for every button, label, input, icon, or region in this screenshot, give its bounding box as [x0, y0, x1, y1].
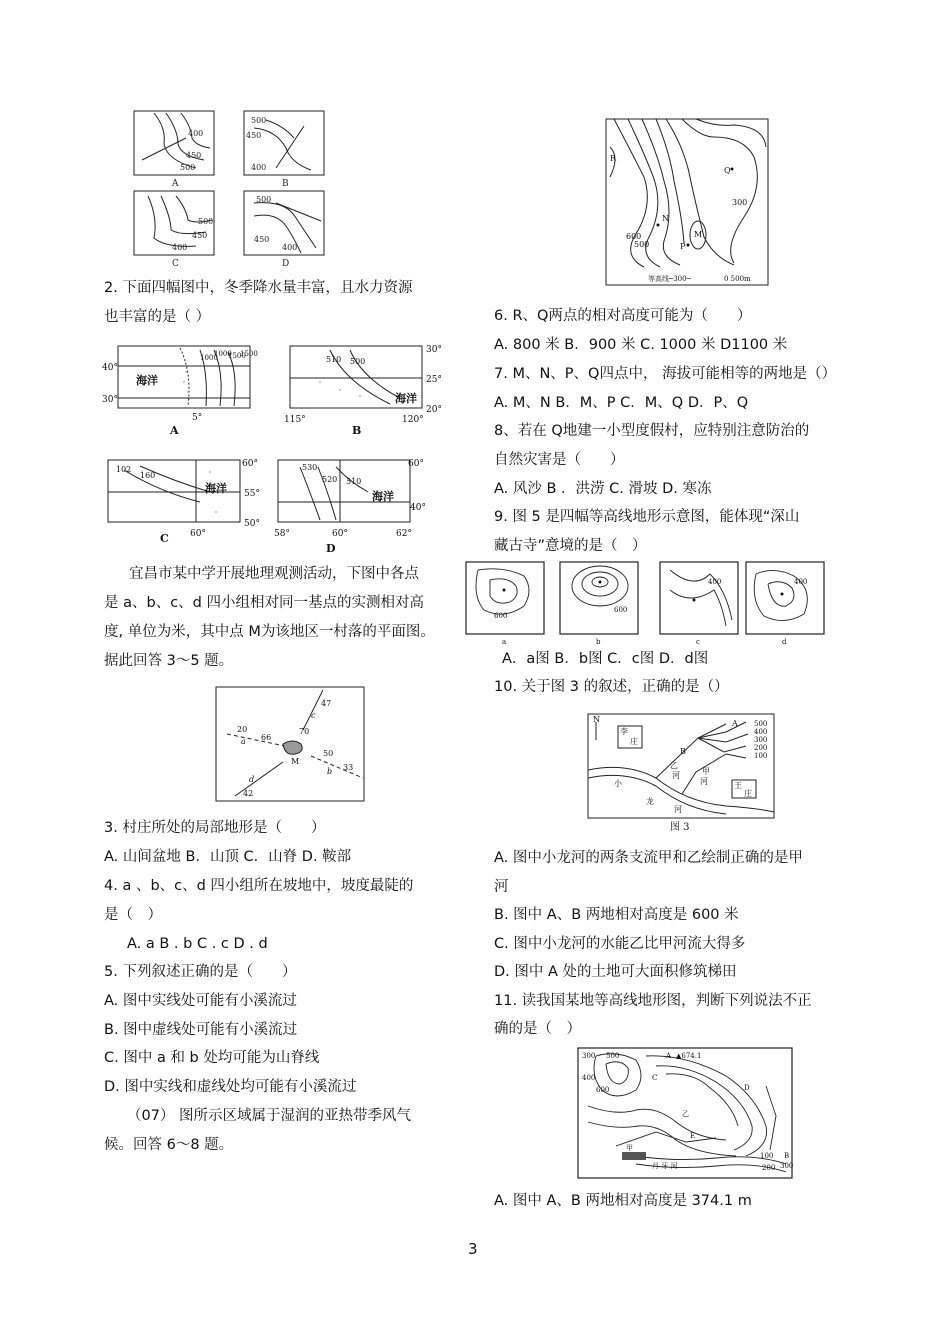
page-number: 3: [468, 1240, 478, 1258]
svg-text:400: 400: [282, 243, 298, 252]
svg-text:600: 600: [494, 612, 508, 620]
svg-text:530: 530: [302, 463, 318, 472]
question-10-option-c: C. 图中小龙河的水能乙比甲河流大得多: [494, 936, 746, 952]
svg-text:400: 400: [708, 578, 722, 586]
svg-text:500: 500: [256, 195, 272, 204]
svg-text:500: 500: [606, 1052, 620, 1060]
svg-text:120°: 120°: [402, 415, 424, 425]
question-5-option-c: C. 图中 a 和 b 处均可能为山脊线: [104, 1050, 320, 1066]
svg-text:0 500m: 0 500m: [724, 275, 751, 283]
svg-text:100: 100: [760, 1152, 774, 1160]
svg-text:400: 400: [188, 129, 204, 138]
intro-3-5-line-3: 度, 单位为米，其中点 M为该地区一村落的平面图。: [104, 624, 435, 640]
question-5-option-b: B. 图中虚线处可能有小溪流过: [104, 1022, 298, 1038]
svg-text:510: 510: [346, 477, 362, 486]
svg-text:300: 300: [780, 1162, 794, 1170]
svg-text:b: b: [596, 638, 601, 646]
svg-text:N: N: [662, 214, 669, 223]
svg-text:甲: 甲: [702, 767, 710, 776]
svg-text:D: D: [326, 542, 336, 555]
svg-text:河: 河: [700, 777, 708, 786]
svg-text:30°: 30°: [102, 395, 118, 405]
svg-text:25°: 25°: [426, 375, 442, 385]
svg-text:500: 500: [251, 116, 267, 125]
svg-text:N: N: [593, 715, 600, 724]
svg-text:450: 450: [186, 151, 202, 160]
question-6: 6. R、Q两点的相对高度可能为（ ）: [494, 308, 752, 324]
svg-text:500: 500: [634, 240, 650, 249]
svg-text:450: 450: [254, 235, 270, 244]
question-10-option-b: B. 图中 A、B 两地相对高度是 600 米: [494, 907, 739, 923]
question-5-option-d: D. 图中实线和虚线处均可能有小溪流过: [104, 1079, 357, 1095]
contour-abcd-figure: [126, 108, 336, 270]
svg-text:M: M: [291, 757, 300, 766]
question-4-line-2: 是（ ）: [104, 907, 162, 923]
svg-text:1000: 1000: [200, 354, 218, 362]
question-3-options: A. 山间盆地 B．山顶 C．山脊 D. 鞍部: [104, 849, 352, 865]
svg-text:60°: 60°: [242, 459, 258, 469]
svg-text:400: 400: [582, 1074, 596, 1082]
question-8-options: A. 风沙 B ．洪涝 C. 滑坡 D. 寒冻: [494, 481, 712, 497]
question-10: 10. 关于图 3 的叙述，正确的是（）: [494, 679, 729, 695]
svg-text:B: B: [352, 424, 362, 437]
svg-text:1000: 1000: [214, 350, 232, 358]
question-5-option-a: A. 图中实线处可能有小溪流过: [104, 993, 297, 1009]
svg-text:M: M: [694, 230, 703, 239]
svg-text:李: 李: [620, 727, 628, 736]
svg-text:B: B: [784, 1152, 790, 1160]
svg-text:62°: 62°: [396, 529, 412, 539]
question-7-options: A. M、N B．M、P C．M、Q D．P、Q: [494, 395, 749, 411]
svg-text:600: 600: [614, 606, 628, 614]
svg-text:C: C: [160, 532, 169, 545]
svg-text:R: R: [610, 154, 617, 163]
river-map-figure: [586, 712, 776, 836]
svg-text:400: 400: [754, 728, 768, 736]
temple-maps-figure: [464, 560, 826, 648]
svg-text:河: 河: [674, 805, 682, 814]
svg-text:龙: 龙: [646, 797, 654, 806]
svg-text:等高线─300─: 等高线─300─: [648, 275, 691, 283]
svg-text:P: P: [680, 242, 686, 251]
question-2-line-1: 2. 下面四幅图中，冬季降水量丰富，且水力资源: [104, 280, 413, 296]
svg-text:小: 小: [614, 779, 622, 788]
svg-text:c: c: [696, 638, 700, 646]
village-m-figure: [215, 686, 367, 804]
question-5: 5. 下列叙述正确的是（ ）: [104, 964, 297, 980]
question-8-line-1: 8、若在 Q地建一小型度假村，应特别注意防治的: [494, 423, 810, 439]
svg-text:50: 50: [323, 749, 334, 758]
ocean-maps-figure: [100, 342, 465, 557]
svg-text:55°: 55°: [244, 489, 260, 499]
question-11-option-a: A. 图中 A、B 两地相对高度是 374.1 m: [494, 1193, 752, 1209]
svg-text:b: b: [327, 767, 333, 776]
question-9-line-2: 藏古寺”意境的是（ ）: [494, 538, 647, 554]
svg-text:400: 400: [251, 163, 267, 172]
question-11-line-1: 11. 读我国某地等高线地形图，判断下列说法不正: [494, 993, 812, 1009]
question-4-line-1: 4. a 、b、c、d 四小组所在坡地中，坡度最陡的: [104, 878, 414, 894]
svg-text:d: d: [782, 638, 787, 646]
svg-text:70: 70: [299, 727, 310, 736]
svg-text:450: 450: [192, 231, 208, 240]
svg-text:160: 160: [140, 471, 156, 480]
intro-6-8-line-1: （07） 图所示区域属于湿润的亚热带季风气: [127, 1108, 412, 1124]
svg-text:200: 200: [762, 1164, 776, 1172]
svg-text:A: A: [170, 424, 179, 437]
svg-text:60°: 60°: [408, 459, 424, 469]
svg-text:乙: 乙: [682, 1110, 689, 1118]
intro-3-5-line-2: 是 a、b、c、d 四小组相对同一基点的实测相对高: [104, 595, 424, 611]
svg-text:王: 王: [734, 781, 742, 790]
svg-text:500: 500: [350, 357, 366, 366]
svg-text:5°: 5°: [192, 413, 203, 423]
svg-text:D: D: [282, 259, 290, 269]
svg-text:58°: 58°: [274, 529, 290, 539]
svg-text:520: 520: [322, 475, 338, 484]
svg-text:1500: 1500: [240, 350, 258, 358]
svg-text:河: 河: [672, 771, 680, 780]
svg-text:400: 400: [172, 243, 188, 252]
svg-text:40°: 40°: [410, 503, 426, 513]
svg-text:40°: 40°: [102, 363, 118, 373]
svg-text:100: 100: [754, 752, 768, 760]
svg-text:47: 47: [321, 699, 332, 708]
intro-3-5-line-1: 宜昌市某中学开展地理观测活动，下图中各点: [129, 566, 419, 582]
svg-text:海洋: 海洋: [395, 392, 417, 405]
svg-text:庄: 庄: [744, 789, 752, 798]
svg-text:d: d: [249, 775, 255, 784]
svg-text:300: 300: [732, 198, 748, 207]
svg-text:500: 500: [754, 720, 768, 728]
svg-text:600: 600: [596, 1086, 610, 1094]
svg-text:60°: 60°: [332, 529, 348, 539]
svg-text:300: 300: [582, 1052, 596, 1060]
svg-text:图 3: 图 3: [670, 822, 690, 833]
question-2-line-2: 也丰富的是（ ）: [104, 309, 211, 325]
svg-text:E: E: [690, 1132, 696, 1140]
svg-text:50°: 50°: [244, 519, 260, 529]
svg-text:42: 42: [243, 789, 254, 798]
question-8-line-2: 自然灾害是（ ）: [494, 452, 625, 468]
question-9-options: A．a图 B．b图 C．c图 D．d图: [502, 651, 709, 667]
svg-text:A: A: [172, 179, 179, 189]
svg-text:B: B: [680, 747, 686, 756]
svg-text:500: 500: [198, 217, 214, 226]
svg-text:300: 300: [754, 736, 768, 744]
svg-text:500: 500: [180, 163, 196, 172]
intro-6-8-line-2: 候。回答 6～8 题。: [104, 1137, 234, 1153]
svg-text:a: a: [241, 737, 246, 746]
svg-text:102: 102: [116, 465, 132, 474]
svg-text:66: 66: [261, 733, 272, 742]
intro-3-5-line-4: 据此回答 3～5 题。: [104, 653, 234, 669]
svg-text:20: 20: [237, 725, 248, 734]
svg-text:甲: 甲: [626, 1144, 633, 1152]
question-6-options: A. 800 米 B．900 米 C. 1000 米 D1100 米: [494, 337, 788, 353]
question-4-options: A. a B . b C . c D . d: [127, 936, 268, 952]
svg-text:庄: 庄: [630, 737, 638, 746]
question-11-line-2: 确的是（ ）: [494, 1021, 581, 1037]
svg-text:1500: 1500: [228, 352, 246, 360]
svg-text:海洋: 海洋: [136, 374, 158, 387]
svg-text:20°: 20°: [426, 405, 442, 415]
question-7: 7. M、N、P、Q四点中， 海拔可能相等的两地是（）: [494, 366, 837, 382]
svg-text:C: C: [172, 259, 179, 269]
svg-text:450: 450: [246, 131, 262, 140]
question-10-option-a: A. 图中小龙河的两条支流甲和乙绘制正确的是甲: [494, 850, 803, 866]
svg-text:B: B: [282, 179, 289, 189]
svg-text:c: c: [311, 711, 316, 720]
svg-text:115°: 115°: [284, 415, 306, 425]
svg-text:A: A: [666, 1052, 672, 1060]
svg-text:510: 510: [326, 355, 342, 364]
svg-text:▲674.1: ▲674.1: [676, 1052, 702, 1060]
svg-text:60°: 60°: [190, 529, 206, 539]
contour-rqnmp-figure: [604, 117, 770, 287]
svg-text:400: 400: [794, 578, 808, 586]
topographic-map-figure: [576, 1046, 794, 1180]
svg-text:200: 200: [754, 744, 768, 752]
svg-text:600: 600: [626, 232, 642, 241]
question-9-line-1: 9. 图 5 是四幅等高线地形示意图，能体现“深山: [494, 509, 800, 525]
question-10-option-a-cont: 河: [494, 879, 509, 895]
question-10-option-d: D. 图中 A 处的土地可大面积修筑梯田: [494, 964, 737, 980]
svg-text:a: a: [502, 638, 507, 646]
svg-text:Q: Q: [724, 166, 731, 175]
question-3: 3. 村庄所处的局部地形是（ ）: [104, 820, 326, 836]
svg-text:乙: 乙: [670, 761, 678, 770]
svg-text:A: A: [732, 719, 738, 728]
svg-text:33: 33: [343, 763, 354, 772]
svg-text:海洋: 海洋: [205, 482, 227, 495]
svg-text:30°: 30°: [426, 345, 442, 355]
svg-text:海洋: 海洋: [372, 490, 394, 503]
svg-text:月 牙 河: 月 牙 河: [652, 1162, 678, 1170]
svg-text:C: C: [652, 1074, 658, 1082]
svg-text:D: D: [744, 1084, 750, 1092]
